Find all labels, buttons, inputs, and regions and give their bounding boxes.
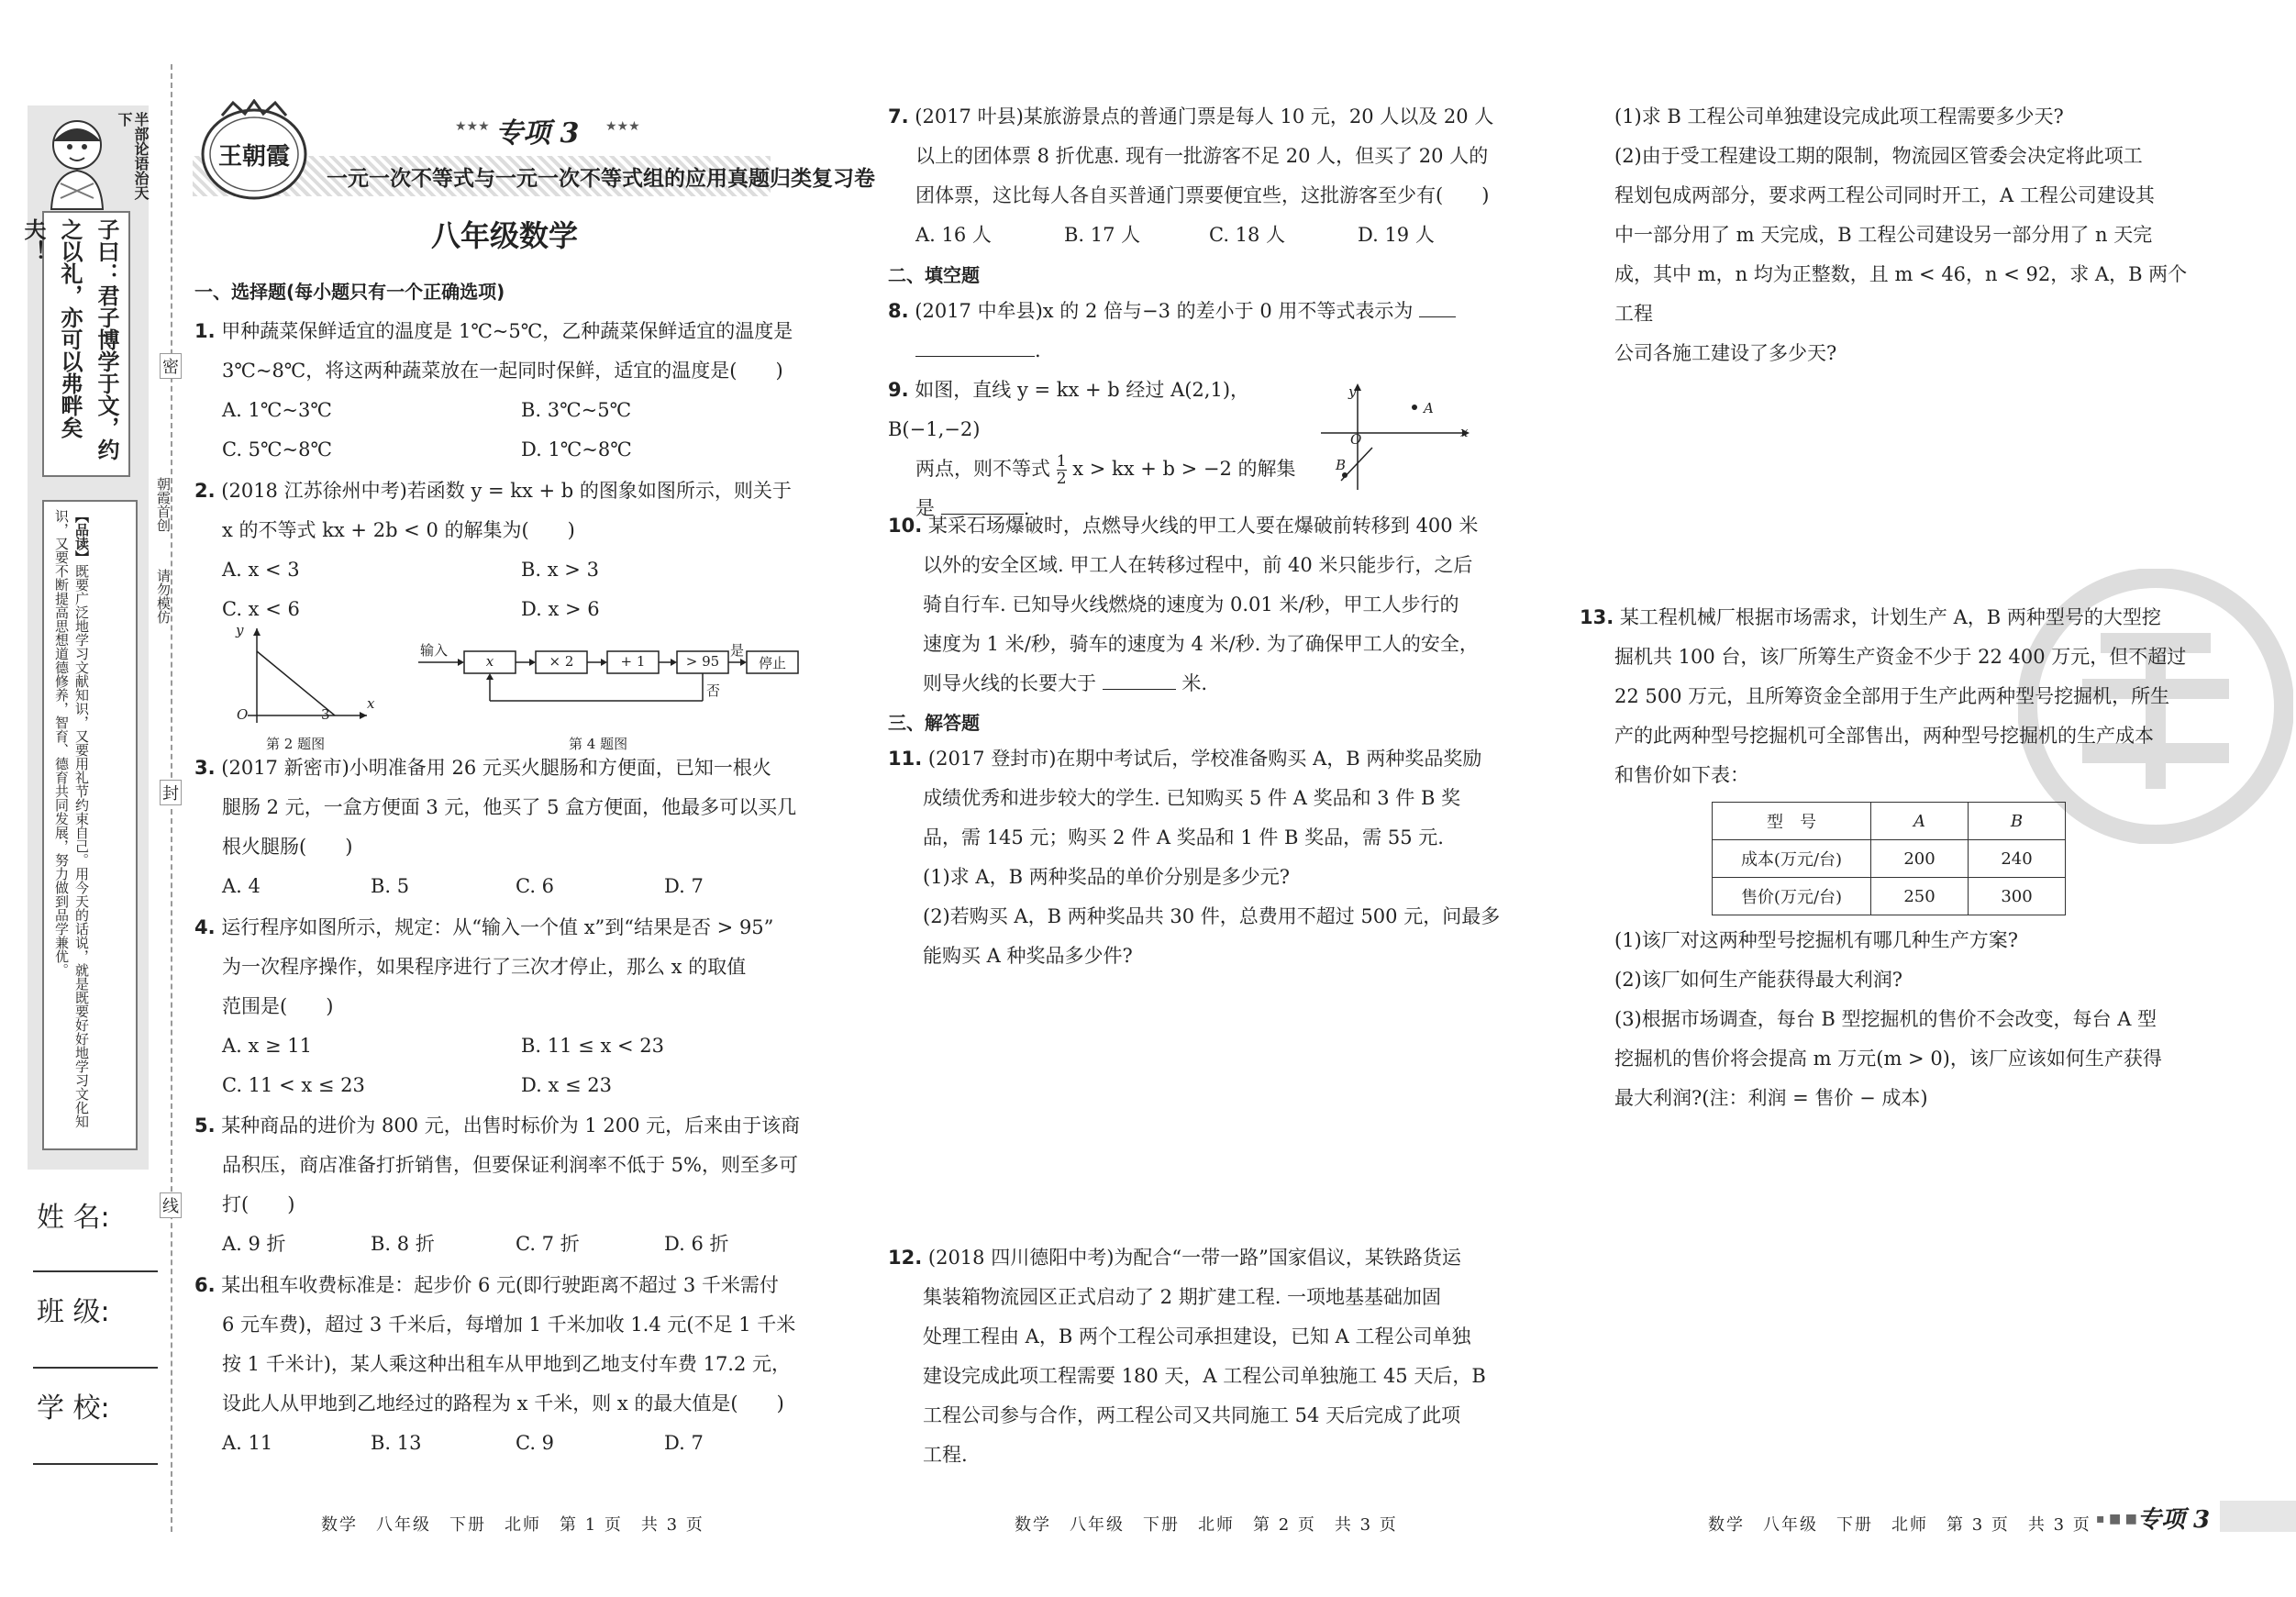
section-1-heading: 一、选择题(每小题只有一个正确选项)	[194, 281, 505, 303]
table-header-model: 型 号	[1713, 803, 1871, 840]
page-title: 八年级数学	[431, 218, 579, 253]
q6-line4: 设此人从甲地到乙地经过的路程为 x 千米，则 x 的最大值是( )	[222, 1392, 784, 1414]
q6-option-a[interactable]: A. 11	[222, 1432, 273, 1454]
q3-option-b[interactable]: B. 5	[371, 875, 410, 897]
table-header-b: B	[1969, 803, 2066, 840]
q9-point-a: A	[1424, 400, 1434, 416]
question-9: 9. 如图，直线 y = kx + b 经过 A(2,1)，B(−1,−2) 两点，则不等式 $\frac{1}{2}$ x > kx + b > −2 的解集 是 .	[888, 379, 1296, 519]
q2-number: 2.	[194, 480, 216, 502]
section-3-heading: 三、解答题	[888, 712, 980, 734]
q13-part-2: (2)该厂如何生产能获得最大利润?	[1614, 969, 1903, 991]
question-4	[194, 908, 818, 1105]
q1-option-a[interactable]: A. 1℃~3℃	[222, 399, 332, 421]
section-2-heading: 二、填空题	[888, 264, 980, 286]
sidebar-quote: 子曰：君子博学于文，约之以礼，亦可以弗畔矣夫！	[42, 211, 130, 477]
flow-mul: × 2	[549, 653, 574, 670]
question-13-parts	[1580, 921, 2203, 1118]
motto-1: 朝霞首创	[155, 477, 172, 532]
question-6	[194, 1266, 818, 1463]
q7-number: 7.	[888, 105, 909, 128]
q13-part-3b: 挖掘机的售价将会提高 m 万元(m > 0)，该厂应该如何生产获得	[1614, 1048, 2162, 1070]
seal-char-1: 密	[160, 353, 182, 379]
table-row	[1713, 803, 2066, 840]
q4-option-b[interactable]: B. 11 ≤ x < 23	[521, 1035, 664, 1057]
flow-yes: 是	[730, 642, 745, 659]
q10-line1: 某采石场爆破时，点燃导火线的甲工人要在爆破前转移到 400 米	[927, 515, 1479, 537]
stars-left: ★★★	[455, 119, 490, 134]
q4-number: 4.	[194, 916, 216, 938]
motto-2: 请勿模仿	[155, 569, 172, 624]
q11-part-2a: (2)若购买 A，B 两种奖品共 30 件，总费用不超过 500 元，问最多	[923, 905, 1501, 927]
q1-option-c[interactable]: C. 5℃~8℃	[222, 438, 332, 460]
q7-option-b[interactable]: B. 17 人	[1064, 224, 1141, 246]
sidebar-header: 半部论语治天下	[116, 112, 150, 200]
q12-part-2e: 公司各施工建设了多少天?	[1614, 342, 1837, 364]
footer-page-3: 数学 八年级 下册 北师 第 3 页 共 3 页	[1708, 1515, 2091, 1535]
q4-line3: 范围是( )	[222, 995, 334, 1017]
q2-axis-y: y	[236, 622, 244, 638]
q4-option-d[interactable]: D. x ≤ 23	[521, 1074, 612, 1096]
question-12-parts	[1580, 97, 2203, 373]
q6-line2: 6 元车费)，超过 3 千米后，每增加 1 千米加收 1.4 元(不足 1 千米	[222, 1314, 796, 1336]
q13-part-3a: (3)根据市场调查，每台 B 型挖掘机的售价不会改变，每台 A 型	[1614, 1008, 2157, 1030]
q10-line4: 速度为 1 米/秒，骑车的速度为 4 米/秒. 为了确保甲工人的安全，	[923, 633, 1479, 655]
logo-text: 王朝霞	[217, 143, 290, 171]
q7-option-c[interactable]: C. 18 人	[1209, 224, 1286, 246]
q5-option-a[interactable]: A. 9 折	[222, 1233, 286, 1255]
comment-text: 既要广泛地学习文献知识，又要用礼节约束自己。用今天的话说，就是既要好好地学习文化知识，又要不断提高思想道德修养，智育、德育共同发展，努力做到品学兼优。	[53, 509, 90, 1128]
q12-part-2c: 中一部分用了 m 天完成，B 工程公司建设另一部分用了 n 天完	[1614, 224, 2153, 246]
q10-line5a: 则导火线的长要大于	[923, 672, 1096, 694]
q3-line1: (2017 新密市)小明准备用 26 元买火腿肠和方便面，已知一根火	[221, 757, 771, 779]
q10-line2: 以外的安全区域. 甲工人在转移过程中，前 40 米只能步行，之后	[923, 554, 1473, 576]
q1-option-d[interactable]: D. 1℃~8℃	[521, 438, 632, 460]
q12-line4: 建设完成此项工程需要 180 天，A 工程公司单独施工 45 天后，B	[923, 1365, 1486, 1387]
table-cell-cost-label: 成本(万元/台)	[1713, 840, 1871, 878]
q9-line2a: 两点，则不等式	[915, 458, 1050, 480]
table-cell-cost-b: 240	[1969, 840, 2066, 878]
q6-option-b[interactable]: B. 13	[371, 1432, 422, 1454]
q12-part-2d: 成，其中 m，n 均为正整数，且 m < 46，n < 92，求 A，B 两个工程	[1614, 263, 2188, 325]
q5-option-d[interactable]: D. 6 折	[664, 1233, 729, 1255]
q8-answer-blank[interactable]	[1419, 316, 1456, 317]
class-label: 班 级:	[37, 1296, 110, 1328]
stars-right: ★★★	[605, 119, 640, 134]
question-7	[888, 97, 1512, 255]
q9-line1: 如图，直线 y = kx + b 经过 A(2,1)，B(−1,−2)	[888, 379, 1250, 440]
q11-line3: 品，需 145 元；购买 2 件 A 奖品和 1 件 B 奖品，需 55 元.	[923, 826, 1444, 848]
name-field[interactable]	[33, 1270, 158, 1272]
q7-option-a[interactable]: A. 16 人	[915, 224, 992, 246]
q12-line3: 处理工程由 A，B 两个工程公司承担建设，已知 A 工程公司单独	[923, 1325, 1471, 1347]
q13-part-1: (1)该厂对这两种型号挖掘机有哪几种生产方案?	[1614, 929, 2019, 951]
class-field[interactable]	[33, 1367, 158, 1369]
q9-frac-num: 1	[1056, 452, 1067, 471]
q6-line1: 某出租车收费标准是：起步价 6 元(即行驶距离不超过 3 千米需付	[221, 1274, 779, 1296]
q10-line3: 骑自行车. 已知导火线燃烧的速度为 0.01 米/秒，甲工人步行的	[923, 593, 1459, 616]
question-12	[888, 1238, 1512, 1475]
q11-part-2b: 能购买 A 种奖品多少件?	[923, 945, 1133, 967]
flow-input: 输入	[420, 642, 449, 659]
q13-line5: 和售价如下表：	[1614, 764, 1749, 786]
q12-part-2b: 程划包成两部分，要求两工程公司同时开工，A 工程公司建设其	[1614, 184, 2155, 206]
badge-title: 专项 3	[495, 117, 580, 150]
q4-flowchart	[418, 633, 804, 715]
q2-option-b[interactable]: B. x > 3	[521, 559, 599, 581]
q4-caption: 第 4 题图	[569, 736, 628, 752]
q4-line1: 运行程序如图所示，规定：从“输入一个值 x”到“结果是否 > 95”	[221, 916, 774, 938]
question-3	[194, 749, 818, 906]
question-10	[888, 506, 1512, 704]
table-header-a: A	[1871, 803, 1969, 840]
q8-answer-blank-2[interactable]	[915, 356, 1035, 357]
name-label: 姓 名:	[37, 1202, 110, 1234]
q2-line1: (2018 江苏徐州中考)若函数 y = kx + b 的图象如图所示，则关于	[221, 480, 792, 502]
q9-axis-y: y	[1348, 383, 1357, 400]
q13-part-3c: 最大利润?(注：利润 = 售价 − 成本)	[1614, 1087, 1928, 1109]
q11-part-1: (1)求 A，B 两种奖品的单价分别是多少元?	[923, 866, 1290, 888]
q8-line1: (2017 中牟县)x 的 2 倍与−3 的差小于 0 用不等式表示为	[915, 300, 1414, 322]
q1-option-b[interactable]: B. 3℃~5℃	[521, 399, 632, 421]
flow-no: 否	[706, 682, 721, 699]
q13-number: 13.	[1580, 606, 1614, 628]
q10-answer-blank[interactable]	[1103, 689, 1176, 690]
q12-line5: 工程公司参与合作，两工程公司又共同施工 54 天后完成了此项	[923, 1404, 1461, 1426]
q8-number: 8.	[888, 300, 909, 322]
flow-x: x	[485, 653, 494, 670]
q2-line2: x 的不等式 kx + 2b < 0 的解集为( )	[222, 519, 575, 541]
seal-char-3: 线	[160, 1192, 182, 1218]
q13-line1: 某工程机械厂根据市场需求，计划生产 A，B 两种型号的大型挖	[1619, 606, 2161, 628]
question-5	[194, 1106, 818, 1264]
q12-part-2a: (2)由于受工程建设工期的限制，物流园区管委会决定将此项工	[1614, 145, 2143, 167]
sidebar-comment	[51, 509, 92, 1142]
q13-line2: 掘机共 100 台，该厂所筹生产资金不少于 22 400 万元，但不超过	[1614, 646, 2187, 668]
school-field[interactable]	[33, 1463, 158, 1465]
question-13	[1580, 598, 2203, 795]
q4-option-a[interactable]: A. x ≥ 11	[222, 1035, 313, 1057]
q12-part-1: (1)求 B 工程公司单独建设完成此项工程需要多少天?	[1614, 105, 2064, 128]
q2-option-c[interactable]: C. x < 6	[222, 598, 300, 620]
question-1	[194, 312, 818, 470]
table-row	[1713, 878, 2066, 915]
confucius-avatar	[33, 110, 123, 211]
q2-caption: 第 2 题图	[266, 736, 326, 752]
q2-graph	[229, 624, 376, 725]
flow-add: + 1	[620, 653, 646, 670]
q13-line3: 22 500 万元，且所筹资金全部用于生产此两种型号挖掘机，所生	[1614, 685, 2170, 707]
q11-line1: (2017 登封市)在期中考试后，学校准备购买 A，B 两种奖品奖励	[927, 748, 1482, 770]
flow-compare: > 95	[685, 653, 720, 670]
q2-tick-3: 3	[321, 706, 330, 723]
q11-line2: 成绩优秀和进步较大的学生. 已知购买 5 件 A 奖品和 3 件 B 奖	[923, 787, 1461, 809]
q2-option-d[interactable]: D. x > 6	[521, 598, 600, 620]
q9-fraction	[1057, 453, 1067, 487]
footer-page-2: 数学 八年级 下册 北师 第 2 页 共 3 页	[1015, 1515, 1398, 1535]
q9-line3: 是	[915, 497, 935, 519]
q7-option-d[interactable]: D. 19 人	[1358, 224, 1435, 246]
question-11	[888, 739, 1512, 976]
q12-line1: (2018 四川德阳中考)为配合“一带一路”国家倡议，某铁路货运	[927, 1247, 1461, 1269]
q12-number: 12.	[888, 1247, 923, 1269]
footer-tag: 专项 3	[2137, 1506, 2211, 1534]
q10-line5b: 米.	[1181, 672, 1208, 694]
q3-number: 3.	[194, 757, 216, 779]
q1-line1: 甲种蔬菜保鲜适宜的温度是 1℃~5℃，乙种蔬菜保鲜适宜的温度是	[221, 320, 793, 342]
q7-line3: 团体票，这比每人各自买普通门票要便宜些，这批游客至少有( )	[915, 184, 1490, 206]
q13-line4: 产的此两种型号挖掘机可全部售出，两种型号挖掘机的生产成本	[1614, 725, 2154, 747]
table-row	[1713, 840, 2066, 878]
q2-origin: O	[237, 706, 249, 723]
q9-origin: O	[1350, 431, 1362, 448]
q3-line2: 腿肠 2 元，一盒方便面 3 元，他买了 5 盒方便面，他最多可以买几	[222, 796, 797, 818]
q9-point-b: B	[1336, 457, 1347, 473]
q12-line2: 集装箱物流园区正式启动了 2 期扩建工程. 一项地基基础加固	[923, 1286, 1442, 1308]
footer-tag-dots: ▪ ■ ■	[2096, 1512, 2137, 1526]
q3-option-a[interactable]: A. 4	[222, 875, 261, 897]
table-cell-price-label: 售价(万元/台)	[1713, 878, 1871, 915]
q1-number: 1.	[194, 320, 216, 342]
table-cell-price-a: 250	[1871, 878, 1969, 915]
q5-line3: 打( )	[222, 1193, 295, 1215]
q4-line2: 为一次程序操作，如果程序进行了三次才停止，那么 x 的取值	[222, 956, 747, 978]
q7-line2: 以上的团体票 8 折优惠. 现有一批游客不足 20 人，但买了 20 人的	[915, 145, 1489, 167]
q2-option-a[interactable]: A. x < 3	[222, 559, 300, 581]
footer-page-1: 数学 八年级 下册 北师 第 1 页 共 3 页	[321, 1515, 704, 1535]
q10-number: 10.	[888, 515, 923, 537]
q2-axis-x: x	[367, 695, 375, 712]
seal-char-2: 封	[160, 780, 182, 805]
q6-line3: 按 1 千米计)，某人乘这种出租车从甲地到乙地支付车费 17.2 元，	[222, 1353, 792, 1375]
q3-option-c[interactable]: C. 6	[516, 875, 555, 897]
question-2	[194, 471, 818, 629]
q9-graph	[1321, 382, 1477, 492]
footer-tag-bar	[2220, 1501, 2296, 1532]
q7-line1: (2017 叶县)某旅游景点的普通门票是每人 10 元，20 人以及 20 人	[915, 105, 1494, 128]
q9-number: 9.	[888, 379, 909, 401]
q5-option-b[interactable]: B. 8 折	[371, 1233, 435, 1255]
q9-line2b: x > kx + b > −2 的解集	[1072, 458, 1296, 480]
table-cell-price-b: 300	[1969, 878, 2066, 915]
q5-line1: 某种商品的进价为 800 元，出售时标价为 1 200 元，后来由于该商	[221, 1115, 801, 1137]
comment-label: 【品读】	[73, 509, 90, 564]
q4-option-c[interactable]: C. 11 < x ≤ 23	[222, 1074, 365, 1096]
q6-option-d[interactable]: D. 7	[664, 1432, 704, 1454]
subtitle: 一元一次不等式与一元一次不等式组的应用真题归类复习卷	[327, 167, 875, 191]
q3-line3: 根火腿肠( )	[222, 836, 353, 858]
q9-axis-x: x	[1460, 424, 1469, 440]
q5-number: 5.	[194, 1115, 216, 1137]
q5-option-c[interactable]: C. 7 折	[516, 1233, 580, 1255]
q11-number: 11.	[888, 748, 923, 770]
flow-stop: 停止	[758, 655, 786, 671]
question-8: 8. (2017 中牟县)x 的 2 倍与−3 的差小于 0 用不等式表示为 .	[888, 292, 1512, 371]
q12-line6: 工程.	[923, 1444, 968, 1466]
q5-line2: 品积压，商店准备打折销售，但要保证利润率不低于 5%，则至多可	[222, 1154, 798, 1176]
q13-table	[1712, 802, 2066, 915]
q9-frac-den: 2	[1056, 470, 1067, 488]
q1-line2: 3℃~8℃，将这两种蔬菜放在一起同时保鲜，适宜的温度是( )	[222, 360, 783, 382]
table-cell-cost-a: 200	[1871, 840, 1969, 878]
q6-option-c[interactable]: C. 9	[516, 1432, 555, 1454]
q6-number: 6.	[194, 1274, 216, 1296]
q3-option-d[interactable]: D. 7	[664, 875, 704, 897]
school-label: 学 校:	[37, 1392, 110, 1425]
